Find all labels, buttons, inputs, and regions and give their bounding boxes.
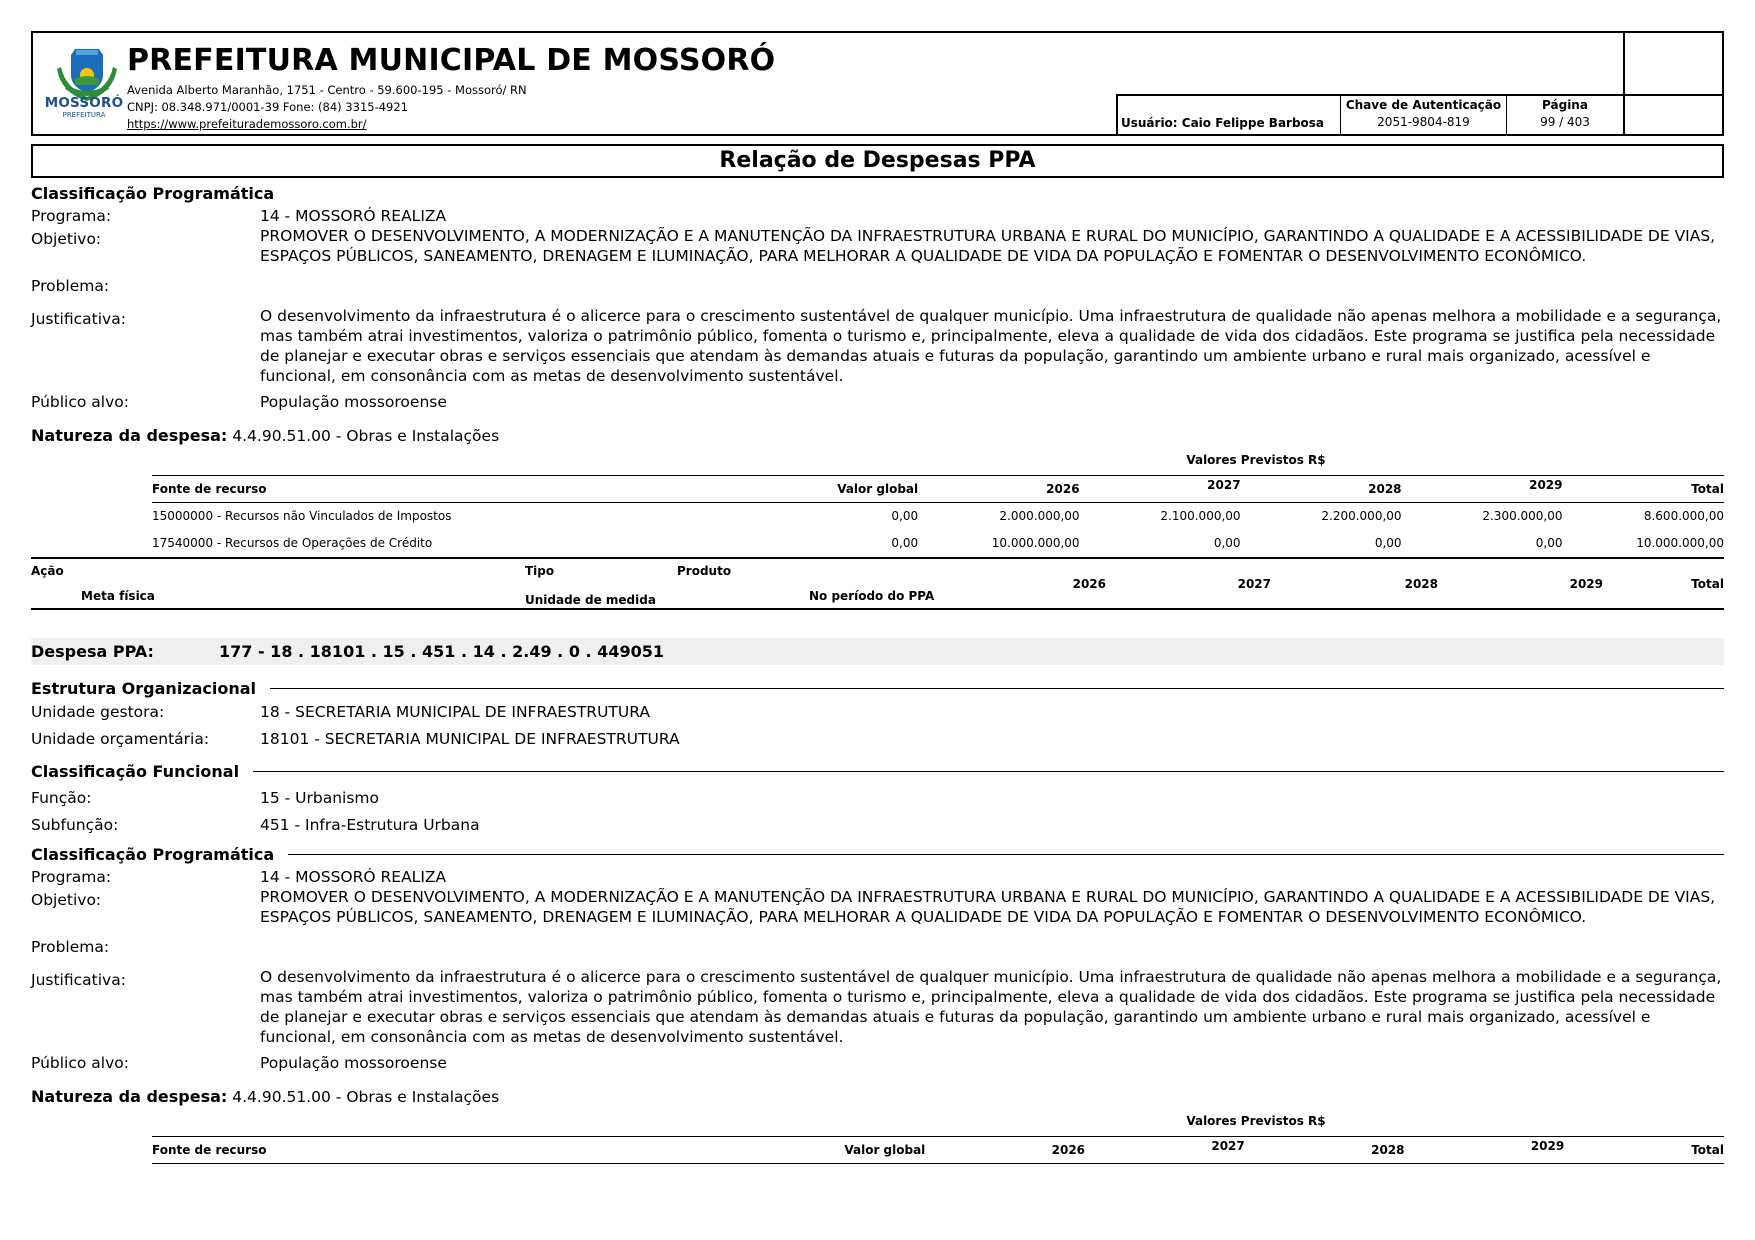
natureza-field <box>31 1087 1724 1106</box>
column-header: 2027 <box>1207 478 1241 492</box>
unidade-orcamentaria-field <box>31 729 1724 749</box>
field-value: 451 - Infra-Estrutura Urbana <box>260 815 480 834</box>
natureza-field <box>31 426 1724 445</box>
field-label: Unidade orçamentária: <box>31 729 210 748</box>
y2029-header: 2029 <box>1569 576 1603 591</box>
org-website-link[interactable]: https://www.prefeiturademossoro.com.br/ <box>127 117 367 131</box>
column-header: 2026 <box>918 476 1079 503</box>
values-table-header <box>152 476 1724 503</box>
produto-header: Produto <box>677 563 732 578</box>
values-title: Valores Previstos R$ <box>1186 453 1326 467</box>
column-header: Total <box>1563 476 1724 503</box>
y2029-cell: 2.300.000,00 <box>1482 509 1563 524</box>
acao-table-header <box>31 557 1724 610</box>
field-value: 14 - MOSSORÓ REALIZA <box>260 207 447 225</box>
field-value <box>260 276 1724 296</box>
class-prog-section-2 <box>31 845 1724 1164</box>
funcao-field <box>31 788 1724 808</box>
natureza-label: Natureza da despesa: <box>31 1086 228 1106</box>
justificativa-field <box>31 967 1724 1047</box>
field-value: 15 - Urbanismo <box>260 788 380 807</box>
meta-header: Meta física <box>81 588 155 603</box>
field-value: População mossoroense <box>260 1053 447 1072</box>
column-header: Fonte de recurso <box>152 1136 788 1163</box>
field-value: O desenvolvimento da infraestrutura é o alicerce para o crescimento sustentável de qualquer município. Uma infraestrutura de qualidade não apenas melhora a mobilidade e a segurança, mas também atrai investimentos, valoriza o patrimônio público, fomenta o turismo e, principalmente, eleva a qualidade de vida dos cidadãos. Este programa se justifica pela necessidade de planejar e executar obras e serviços essenciais que atendam às demandas atuais e futuras da população, garantindo um ambiente urbano e rural mais organizado, acessível e funcional, em consonância com as metas de desenvolvimento sustentável. <box>260 967 1722 1046</box>
values-table-header <box>152 1136 1724 1163</box>
auth-meta <box>1116 94 1722 136</box>
objetivo-field <box>31 887 1724 927</box>
y2026-cell: 10.000.000,00 <box>991 536 1080 550</box>
tipo-header: Tipo <box>525 563 555 578</box>
objetivo-field <box>31 226 1724 266</box>
valor-global-cell: 0,00 <box>891 509 919 524</box>
report-page <box>31 31 1724 1164</box>
values-table <box>152 475 1724 557</box>
header-right-divider <box>1623 33 1625 94</box>
natureza-value: 4.4.90.51.00 - Obras e Instalações <box>232 1087 500 1106</box>
column-header: 2026 <box>925 1136 1085 1163</box>
logo-subtext: PREFEITURA <box>62 111 106 119</box>
document-title: Relação de Despesas PPA <box>31 144 1724 178</box>
section-title <box>31 679 1724 698</box>
y2026-cell: 2.000.000,00 <box>999 509 1080 524</box>
publico-field <box>31 392 1724 412</box>
funcional-section <box>31 762 1724 835</box>
org-address: Avenida Alberto Maranhão, 1751 - Centro - 59.600-195 - Mossoró/ RN <box>127 83 527 97</box>
problema-field <box>31 937 1724 957</box>
total-cell: 10.000.000,00 <box>1636 536 1724 550</box>
fonte-cell: 17540000 - Recursos de Operações de Crédito <box>152 536 433 550</box>
field-label: Problema: <box>31 937 110 956</box>
page-number: 99 / 403 <box>1540 115 1590 129</box>
programa-field <box>31 206 1724 226</box>
field-label: Público alvo: <box>31 1053 129 1072</box>
divider <box>253 771 1724 772</box>
org-title: PREFEITURA MUNICIPAL DE MOSSORÓ <box>127 43 776 78</box>
periodo-header: No período do PPA <box>809 588 935 603</box>
section-title-text: Classificação Funcional <box>31 761 240 781</box>
field-label: Objetivo: <box>31 230 102 248</box>
justificativa-field <box>31 306 1724 386</box>
field-label: Problema: <box>31 277 110 295</box>
field-label: Subfunção: <box>31 815 119 834</box>
page-cell <box>1507 96 1625 136</box>
column-header: Total <box>1564 1136 1724 1163</box>
field-label: Justificativa: <box>31 970 126 989</box>
field-label: Programa: <box>31 867 112 886</box>
y2027-cell: 0,00 <box>1213 536 1241 550</box>
field-label: Público alvo: <box>31 393 129 411</box>
section-title-text: Classificação Programática <box>31 844 275 864</box>
section-title: Classificação Programática <box>31 184 275 203</box>
total-header: Total <box>1691 576 1724 591</box>
total-cell: 8.600.000,00 <box>1643 509 1724 524</box>
field-value: PROMOVER O DESENVOLVIMENTO, A MODERNIZAÇÃO E A MANUTENÇÃO DA INFRAESTRUTURA URBANA E RURAL DO MUNICÍPIO, GARANTINDO A QUALIDADE E A ACESSIBILIDADE DE VIAS, ESPAÇOS PÚBLICOS, SANEAMENTO, DRENAGEM E ILUMINAÇÃO, PARA MELHORAR A QUALIDADE DE VIDA DA POPULAÇÃO E FOMENTAR O DESENVOLVIMENTO ECONÔMICO. <box>260 227 1716 265</box>
y2028-cell: 2.200.000,00 <box>1321 509 1402 524</box>
column-header: 2029 <box>1529 478 1563 492</box>
section-title <box>31 845 1724 864</box>
field-value: 18 - SECRETARIA MUNICIPAL DE INFRAESTRUTURA <box>260 702 650 721</box>
column-header: 2028 <box>1245 1136 1405 1163</box>
column-header: Valor global <box>788 1136 925 1163</box>
programa-field <box>31 867 1724 887</box>
problema-field <box>31 276 1724 296</box>
y2026-header: 2026 <box>1072 576 1106 591</box>
y2028-header: 2028 <box>1404 576 1438 591</box>
auth-key-value: 2051-9804-819 <box>1377 115 1470 129</box>
field-label: Objetivo: <box>31 890 102 909</box>
values-title: Valores Previstos R$ <box>1186 1113 1326 1128</box>
divider <box>288 854 1724 855</box>
meta-blank <box>1625 96 1722 136</box>
field-value: O desenvolvimento da infraestrutura é o alicerce para o crescimento sustentável de qualquer município. Uma infraestrutura de qualidade não apenas melhora a mobilidade e a segurança, mas também atrai investimentos, valoriza o patrimônio público, fomenta o turismo e, principalmente, eleva a qualidade de vida dos cidadãos. Este programa se justifica pela necessidade de planejar e executar obras e serviços essenciais que atendam às demandas atuais e futuras da população, garantindo um ambiente urbano e rural mais organizado, acessível e funcional, em consonância com as metas de desenvolvimento sustentável. <box>260 307 1722 385</box>
acao-header: Ação <box>31 563 64 578</box>
column-header: Fonte de recurso <box>152 476 782 503</box>
field-value: População mossoroense <box>260 393 447 411</box>
despesa-ppa-bar <box>31 638 1724 665</box>
natureza-value: 4.4.90.51.00 - Obras e Instalações <box>232 427 500 445</box>
field-label: Função: <box>31 788 92 807</box>
org-cnpj-phone: CNPJ: 08.348.971/0001-39 Fone: (84) 3315-4921 <box>127 100 408 114</box>
estrutura-section <box>31 679 1724 749</box>
auth-key-cell <box>1341 96 1507 136</box>
despesa-code: 177 - 18 . 18101 . 15 . 451 . 14 . 2.49 . 0 . 449051 <box>219 641 664 661</box>
despesa-label: Despesa PPA: <box>31 641 154 661</box>
logo-text: MOSSORÓ <box>44 95 124 111</box>
y2027-header: 2027 <box>1237 576 1271 591</box>
unidade-gestora-field <box>31 702 1724 722</box>
field-value: 18101 - SECRETARIA MUNICIPAL DE INFRAESTRUTURA <box>260 729 680 748</box>
table-row <box>152 503 1724 530</box>
unidade-header: Unidade de medida <box>525 592 656 607</box>
natureza-label: Natureza da despesa: <box>31 426 228 445</box>
fonte-cell: 15000000 - Recursos não Vinculados de Impostos <box>152 509 452 524</box>
column-header: Valor global <box>782 476 918 503</box>
user-name: Usuário: Caio Felippe Barbosa <box>1116 96 1341 136</box>
subfuncao-field <box>31 815 1724 835</box>
column-header: 2028 <box>1241 476 1402 503</box>
column-header: 2029 <box>1530 1138 1565 1153</box>
section-title-text: Estrutura Organizacional <box>31 678 257 698</box>
auth-key-label: Chave de Autenticação <box>1345 98 1502 112</box>
y2028-cell: 0,00 <box>1374 536 1402 550</box>
table-row <box>152 530 1724 557</box>
report-header <box>31 31 1724 136</box>
y2027-cell: 2.100.000,00 <box>1160 509 1241 524</box>
field-value: PROMOVER O DESENVOLVIMENTO, A MODERNIZAÇÃO E A MANUTENÇÃO DA INFRAESTRUTURA URBANA E RURAL DO MUNICÍPIO, GARANTINDO A QUALIDADE E A ACESSIBILIDADE DE VIAS, ESPAÇOS PÚBLICOS, SANEAMENTO, DRENAGEM E ILUMINAÇÃO, PARA MELHORAR A QUALIDADE DE VIDA DA POPULAÇÃO E FOMENTAR O DESENVOLVIMENTO ECONÔMICO. <box>260 887 1716 926</box>
field-label: Justificativa: <box>31 310 126 328</box>
divider <box>270 688 1724 689</box>
field-label: Unidade gestora: <box>31 702 165 721</box>
valor-global-cell: 0,00 <box>891 536 919 550</box>
section-title <box>31 762 1724 781</box>
publico-field <box>31 1053 1724 1073</box>
y2029-cell: 0,00 <box>1535 536 1563 550</box>
page-label: Página <box>1542 98 1588 112</box>
field-label: Programa: <box>31 207 112 225</box>
class-prog-section-1 <box>31 184 1724 610</box>
column-header: 2027 <box>1211 1138 1245 1153</box>
values-table <box>152 1136 1724 1164</box>
field-value: 14 - MOSSORÓ REALIZA <box>260 867 447 886</box>
